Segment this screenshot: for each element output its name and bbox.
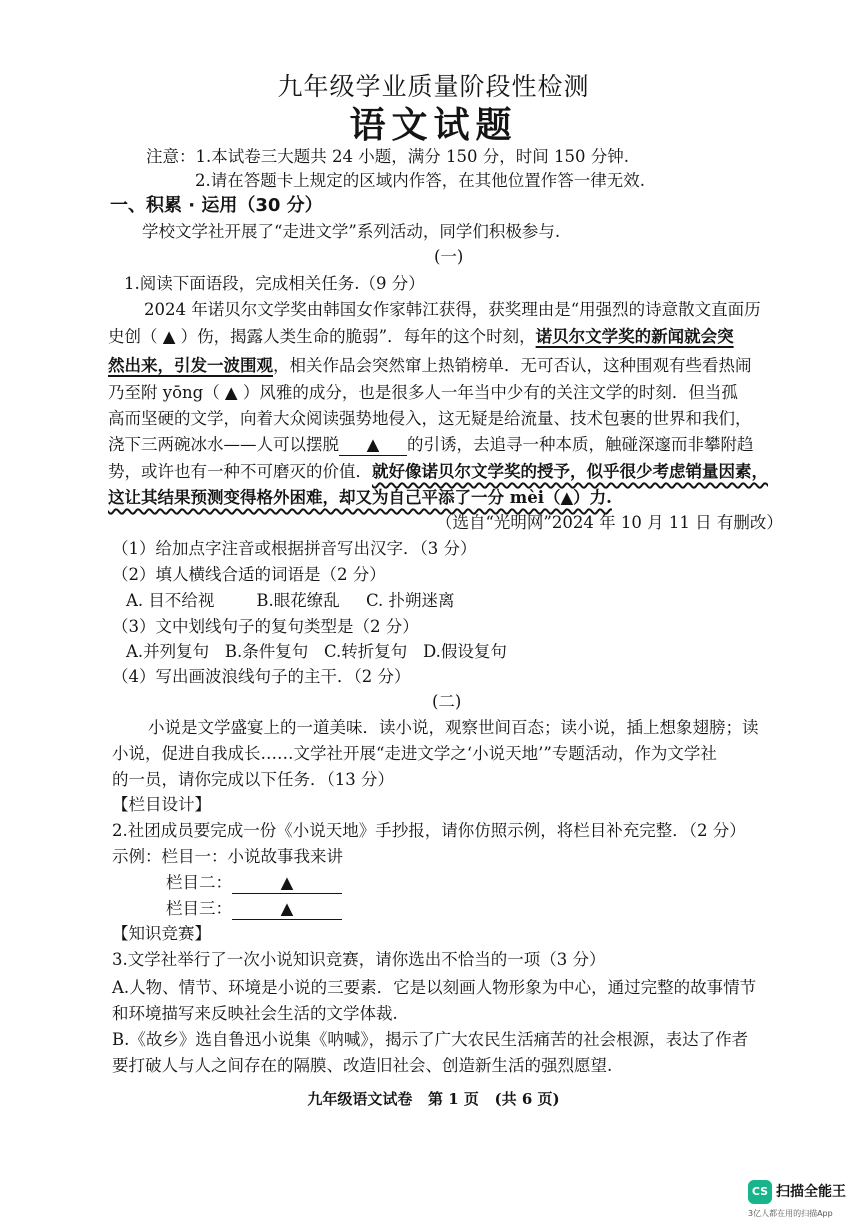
sub-question-3-options: A.并列复句 B.条件复句 C.转折复句 D.假设复句 [126,642,507,661]
passage-line [108,460,768,484]
wavy-underlined-sentence: 这让其结果预测变得格外困难，却又为自己平添了一分 mèi（▲）力. [108,488,612,507]
scanner-watermark [748,1178,858,1220]
column-design-tag: 【栏目设计】 [112,795,211,814]
fill-blank: ▲ [339,435,407,456]
question-2-column-three [166,897,342,921]
notice-line-1 [146,145,629,169]
passage-text: 势，或许也有一种不可磨灭的价值． [108,462,372,481]
column-label: 栏目三： [166,899,232,918]
part-two-intro-line: 的一员，请你完成以下任务．（13 分） [112,770,394,789]
question-2: 2.社团成员要完成一份《小说天地》手抄报，请你仿照示例，将栏目补充完整．（2 分） [112,821,746,840]
question-2-example: 示例：栏目一：小说故事我来讲 [112,847,343,866]
question-1-stem: 1.阅读下面语段，完成相关任务.（9 分） [124,274,425,293]
passage-source: （选自“光明网”2024 年 10 月 11 日 有删改） [436,513,783,532]
option-a-line: A.人物、情节、环境是小说的三要素．它是以刻画人物形象为中心，通过完整的故事情节 [112,978,757,997]
sub-question-1: （1）给加点字注音或根据拼音写出汉字．（3 分） [112,539,477,558]
part-one-mark: (一) [434,247,464,266]
underlined-sentence: 然出来，引发一波围观 [108,356,273,375]
passage-line: 乃至附 yōng（ ▲ ）风雅的成分，也是很多人一年当中少有的关注文学的时刻．但当孤 [108,383,738,402]
option-a-line: 和环境描写来反映社会生活的文学体裁. [112,1004,398,1023]
option-b-line: B.《故乡》选自鲁迅小说集《呐喊》，揭示了广大农民生活痛苦的社会根源，表达了作者 [112,1030,749,1049]
part-two-intro-line: 小说是文学盛宴上的一道美味．读小说，观察世间百态；读小说，插上想象翅膀；读 [148,718,759,737]
scanner-tagline: 3亿人都在用的扫描App [748,1209,833,1218]
underlined-sentence: 诺贝尔文学奖的新闻就会突 [535,327,734,346]
sub-question-3: （3）文中划线句子的复句类型是（2 分） [112,617,419,636]
fill-blank: ▲ [232,873,342,894]
scanner-logo-icon: CS [748,1180,772,1204]
passage-line: 高而坚硬的文学，向着大众阅读强势地侵入，这无疑是给流量、技术包裹的世界和我们， [108,409,752,428]
question-3: 3.文学社举行了一次小说知识竞赛，请你选出不恰当的一项（3 分） [112,950,606,969]
option-b-line: 要打破人与人之间存在的隔膜、改造旧社会、创造新生活的强烈愿望. [112,1056,613,1075]
subject-title: 语文试题 [349,104,518,146]
wavy-underlined-sentence: 就好像诺贝尔文学奖的授予，似乎很少考虑销量因素， [372,462,768,481]
fill-blank: ▲ [232,899,342,920]
column-label: 栏目二： [166,873,232,892]
quiz-tag: 【知识竞赛】 [112,924,211,943]
notice-line-2: 2.请在答题卡上规定的区域内作答，在其他位置作答一律无效. [195,171,645,190]
section-intro: 学校文学社开展了“走进文学”系列活动，同学们积极参与. [142,222,561,241]
part-two-intro-line: 小说，促进自我成长……文学社开展“走进文学之‘小说天地’”专题活动，作为文学社 [112,744,717,763]
sub-question-2: （2）填人横线合适的词语是（2 分） [112,565,386,584]
sub-question-2-options: A. 目不给视 B.眼花缭乱 C. 扑朔迷离 [126,591,455,610]
page-footer: 九年级语文试卷 第 1 页 (共 6 页) [307,1090,560,1108]
question-2-column-two [166,871,342,895]
passage-text: ，相关作品会突然窜上热销榜单．无可否认，这种围观有些看热闹 [273,356,752,375]
notice-text-1: 1.本试卷三大题共 24 小题，满分 150 分，时间 150 分钟. [195,147,629,166]
notice-label: 注意： [146,147,196,166]
passage-line [108,354,752,378]
passage-line: 2024 年诺贝尔文学奖由韩国女作家韩江获得，获奖理由是“用强烈的诗意散文直面历 [144,300,761,319]
passage-text: 的引诱，去追寻一种本质，触碰深邃而非攀附趋 [407,435,754,454]
section-heading: 一、积累 · 运用（30 分） [110,195,323,216]
passage-line [108,486,612,510]
exam-title: 九年级学业质量阶段性检测 [277,72,590,101]
passage-line [108,433,754,457]
passage-line [108,325,734,349]
passage-text: 浇下三两碗冰水——人可以摆脱 [108,435,339,454]
passage-text: 史创（ ▲ ）伤，揭露人类生命的脆弱”．每年的这个时刻， [108,327,536,346]
part-two-mark: (二) [432,692,462,711]
sub-question-4: （4）写出画波浪线句子的主干．（2 分） [112,667,411,686]
scanner-app-name: 扫描全能王 [776,1184,846,1200]
